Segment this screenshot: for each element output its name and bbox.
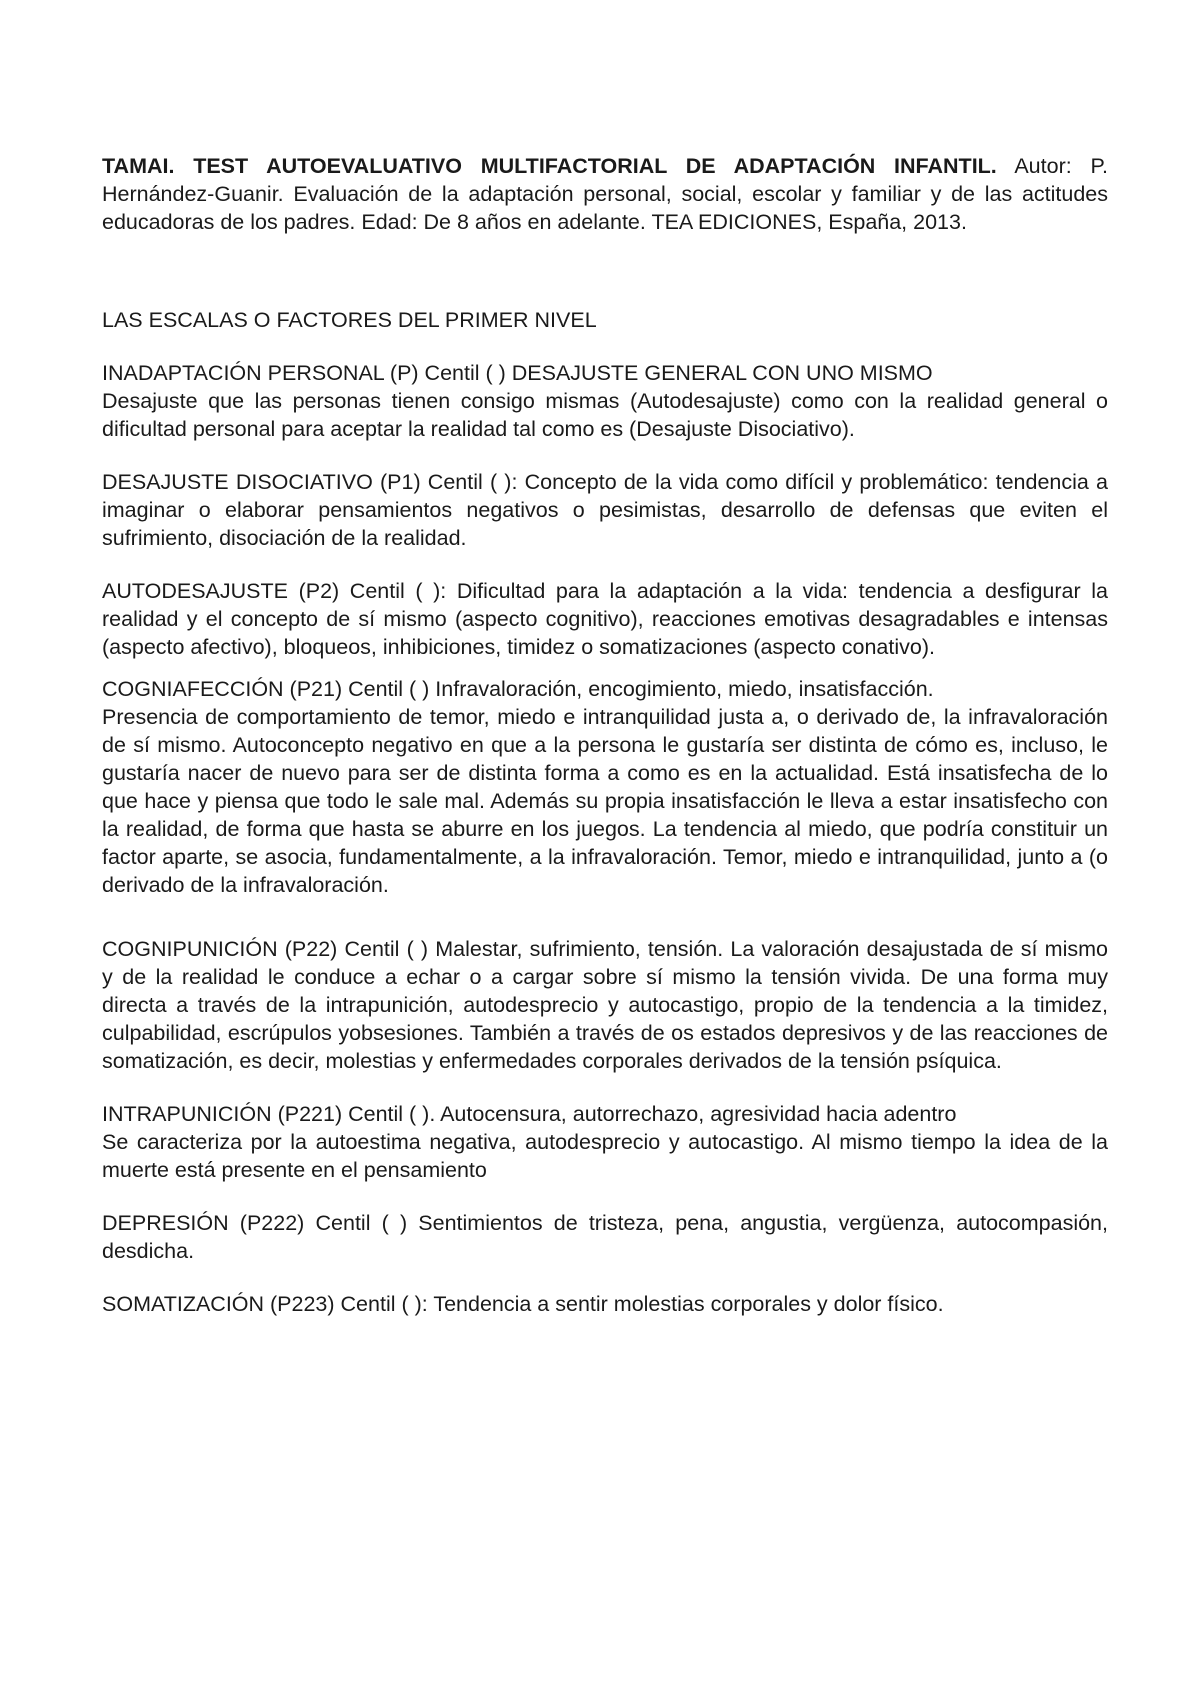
scale-heading: INADAPTACIÓN PERSONAL (P) Centil ( ) DESAJUSTE GENERAL CON UNO MISMO	[102, 361, 933, 385]
scale-description: Se caracteriza por la autoestima negativa, autodesprecio y autocastigo. Al mismo tiempo la idea de la muerte está presente en el pensamiento	[102, 1130, 1108, 1182]
scale-description: AUTODESAJUSTE (P2) Centil ( ): Dificultad para la adaptación a la vida: tendencia a desfigurar la realidad y el concepto de sí mismo (aspecto cognitivo), reacciones emotivas desagradables e intensas (aspecto afectivo), bloqueos, inhibiciones, timidez o somatizaciones (aspecto conativo).	[102, 579, 1108, 659]
scale-block-p223	[102, 1290, 1108, 1318]
scale-description: COGNIPUNICIÓN (P22) Centil ( ) Malestar, sufrimiento, tensión. La valoración desajustada de sí mismo y de la realidad le conduce a echar o a cargar sobre sí mismo la tensión vivida. De una forma muy directa a través de la intrapunición, autodesprecio y autocastigo, propio de la tendencia a la timidez, culpabilidad, escrúpulos yobsesiones. También a través de os estados depresivos y de las reacciones de somatización, es decir, molestias y enfermedades corporales derivados de la tensión psíquica.	[102, 937, 1108, 1073]
document-page	[102, 152, 1108, 1343]
scale-description: Desajuste que las personas tienen consigo mismas (Autodesajuste) como con la realidad general o dificultad personal para aceptar la realidad tal como es (Desajuste Disociativo).	[102, 389, 1108, 441]
scale-description: DEPRESIÓN (P222) Centil ( ) Sentimientos de tristeza, pena, angustia, vergüenza, autocompasión, desdicha.	[102, 1211, 1108, 1263]
scale-block-p221	[102, 1100, 1108, 1184]
scale-heading: COGNIAFECCIÓN (P21) Centil ( ) Infravaloración, encogimiento, miedo, insatisfacción.	[102, 677, 934, 701]
scale-block-p2	[102, 577, 1108, 661]
intro-title: TAMAI. TEST AUTOEVALUATIVO MULTIFACTORIAL DE ADAPTACIÓN INFANTIL.	[102, 154, 997, 178]
scale-heading: INTRAPUNICIÓN (P221) Centil ( ). Autocensura, autorrechazo, agresividad hacia adentro	[102, 1102, 957, 1126]
intro-text: Autor: P. Hernández-Guanir. Evaluación de la adaptación personal, social, escolar y familiar y de las actitudes educadoras de los padres. Edad: De 8 años en adelante. TEA EDICIONES, España, 2013.	[102, 154, 1108, 234]
intro-paragraph	[102, 152, 1108, 236]
section-title: LAS ESCALAS O FACTORES DEL PRIMER NIVEL	[102, 308, 597, 332]
scale-block-p21	[102, 675, 1108, 899]
scale-block-p22	[102, 935, 1108, 1075]
scale-block-p222	[102, 1209, 1108, 1265]
scale-description: SOMATIZACIÓN (P223) Centil ( ): Tendencia a sentir molestias corporales y dolor físico.	[102, 1292, 944, 1316]
scale-description: Presencia de comportamiento de temor, miedo e intranquilidad justa a, o derivado de, la infravaloración de sí mismo. Autoconcepto negativo en que a la persona le gustaría ser distinta de cómo es, incluso, le gustaría nacer de nuevo para ser de distinta forma a como es en la actualidad. Está insatisfecha de lo que hace y piensa que todo le sale mal. Además su propia insatisfacción le lleva a estar insatisfecho con la realidad, de forma que hasta se aburre en los juegos. La tendencia al miedo, que podría constituir un factor aparte, se asocia, fundamentalmente, a la infravaloración. Temor, miedo e intranquilidad, junto a (o derivado de la infravaloración.	[102, 705, 1108, 897]
scale-description: DESAJUSTE DISOCIATIVO (P1) Centil ( ): Concepto de la vida como difícil y problemático: tendencia a imaginar o elaborar pensamientos negativos o pesimistas, desarrollo de defensas que eviten el sufrimiento, disociación de la realidad.	[102, 470, 1108, 550]
scale-block-p	[102, 359, 1108, 443]
scale-block-p1	[102, 468, 1108, 552]
